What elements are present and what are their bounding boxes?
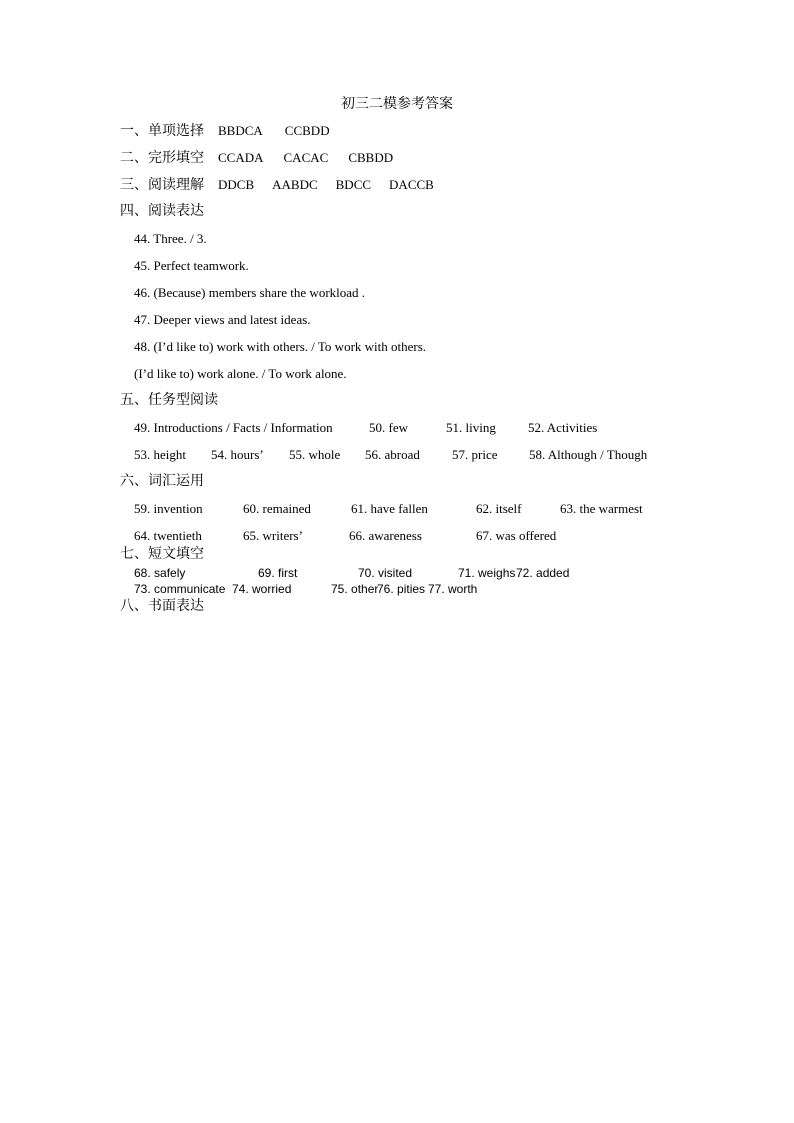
answer-line: 46. (Because) members share the workload . xyxy=(134,285,366,300)
answer-item: 73. communicate xyxy=(134,582,226,596)
answer-item: 71. weighs xyxy=(458,566,516,580)
answer-item: 75. other xyxy=(331,582,379,596)
answer-group: CACAC xyxy=(283,150,329,165)
answer-item: 65. writers’ xyxy=(243,528,303,543)
answer-line: 47. Deeper views and latest ideas. xyxy=(134,312,311,327)
answer-item: 57. price xyxy=(452,447,498,462)
section-passage-fill xyxy=(120,546,204,564)
answer-group: DDCB xyxy=(218,177,255,192)
answer-item: 54. hours’ xyxy=(211,447,264,462)
section-label: 四、阅读表达 xyxy=(120,204,204,219)
section-label: 一、单项选择 xyxy=(120,124,204,139)
section-label: 二、完形填空 xyxy=(120,151,204,166)
answer-line: 48. (I’d like to) work with others. / To work with others. xyxy=(134,339,427,354)
section-reading xyxy=(120,176,434,194)
page-title: 初三二模参考答案 xyxy=(341,97,453,112)
answer-item: 61. have fallen xyxy=(351,501,428,516)
section-reading-expression xyxy=(120,203,204,221)
answer-item: 59. invention xyxy=(134,501,203,516)
answer-item: 64. twentieth xyxy=(134,528,202,543)
answer-group: AABDC xyxy=(272,177,318,192)
answer-item: 51. living xyxy=(446,420,496,435)
answer-item: 67. was offered xyxy=(476,528,557,543)
section-label: 五、任务型阅读 xyxy=(120,393,218,408)
section-label: 七、短文填空 xyxy=(120,547,204,562)
section-label: 六、词汇运用 xyxy=(120,474,204,489)
answer-group: DACCB xyxy=(389,177,434,192)
answer-line: 44. Three. / 3. xyxy=(134,231,207,246)
section-task-reading xyxy=(120,392,218,410)
answer-item: 52. Activities xyxy=(528,420,598,435)
answer-item: 53. height xyxy=(134,447,186,462)
answer-item: 50. few xyxy=(369,420,408,435)
answer-item: 72. added xyxy=(516,566,570,580)
section-label: 三、阅读理解 xyxy=(120,178,204,193)
answer-group: CBBDD xyxy=(348,150,394,165)
answer-item: 62. itself xyxy=(476,501,522,516)
answer-item: 55. whole xyxy=(289,447,341,462)
answer-line: 45. Perfect teamwork. xyxy=(134,258,249,273)
answer-item: 76. pities xyxy=(377,582,426,596)
answer-group: BBDCA xyxy=(218,123,263,138)
answer-item: 77. worth xyxy=(428,582,478,596)
answer-group: BDCC xyxy=(335,177,372,192)
answer-item: 56. abroad xyxy=(365,447,420,462)
answer-item: 68. safely xyxy=(134,566,186,580)
answer-item: 74. worried xyxy=(232,582,292,596)
section-vocabulary xyxy=(120,473,204,491)
section-label: 八、书面表达 xyxy=(120,599,204,614)
answer-line: (I’d like to) work alone. / To work alone. xyxy=(134,366,347,381)
answer-item: 66. awareness xyxy=(349,528,422,543)
answer-item: 63. the warmest xyxy=(560,501,643,516)
answer-item: 69. first xyxy=(258,566,298,580)
section-writing xyxy=(120,598,204,616)
answer-item: 49. Introductions / Facts / Information xyxy=(134,420,333,435)
answer-group: CCBDD xyxy=(284,123,330,138)
answer-item: 60. remained xyxy=(243,501,311,516)
section-cloze xyxy=(120,149,393,167)
answer-group: CCADA xyxy=(218,150,264,165)
section-single-choice xyxy=(120,122,330,140)
answer-item: 70. visited xyxy=(358,566,413,580)
answer-item: 58. Although / Though xyxy=(529,447,648,462)
